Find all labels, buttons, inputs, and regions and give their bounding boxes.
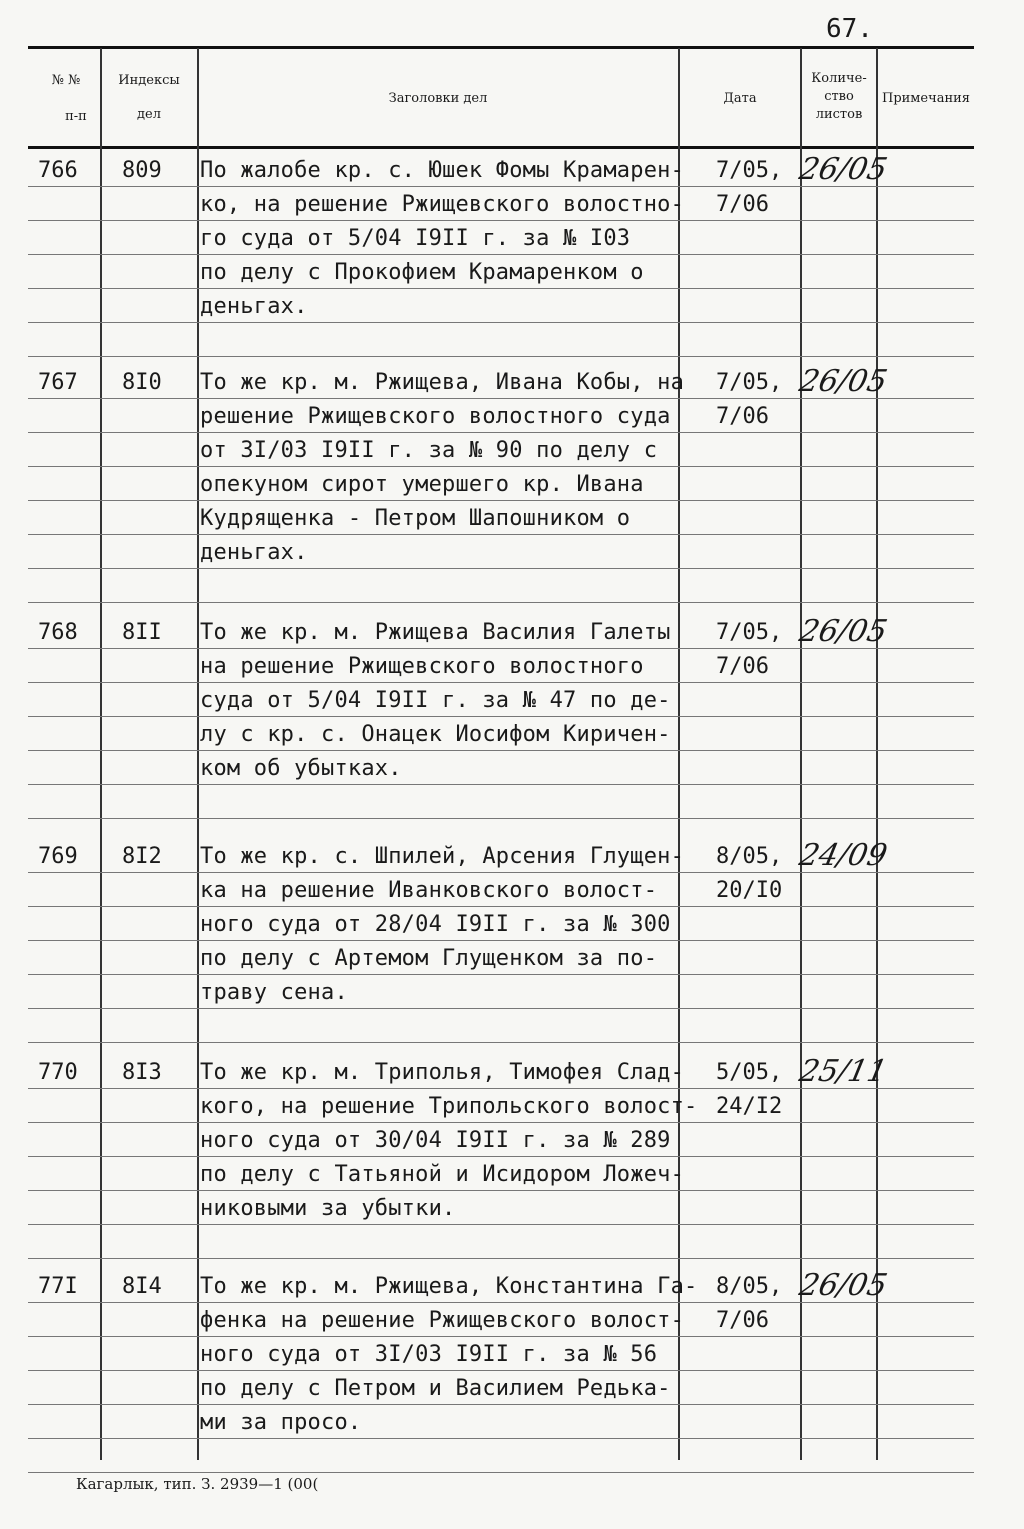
record-index: 8I2 xyxy=(122,844,162,869)
record-title-line: деньгах. xyxy=(200,540,308,565)
record-title-line: решение Ржищевского волостного суда xyxy=(200,404,671,429)
ruled-line xyxy=(28,466,974,467)
record-num: 767 xyxy=(38,370,78,395)
record-sheets-handwritten: 25/11 xyxy=(796,1054,891,1089)
record-num: 770 xyxy=(38,1060,78,1085)
record-title-line: го суда от 5/04 I9II г. за № I03 xyxy=(200,226,631,251)
record-title-line: ко, на решение Ржищевского волостно- xyxy=(200,192,685,217)
record-title-line: суда от 5/04 I9II г. за № 47 по де- xyxy=(200,688,671,713)
top-rule xyxy=(28,46,974,49)
ruled-line xyxy=(28,1258,974,1259)
record-date: 8/05, xyxy=(716,844,783,869)
ruled-line xyxy=(28,1008,974,1009)
ruled-line xyxy=(28,940,974,941)
header-notes: Примечания xyxy=(881,91,970,106)
record-index: 8I3 xyxy=(122,1060,162,1085)
record-date: 7/05, xyxy=(716,370,783,395)
ruled-line xyxy=(28,974,974,975)
record-date: 5/05, xyxy=(716,1060,783,1085)
record-title-line: По жалобе кр. с. Юшек Фомы Крамарен- xyxy=(200,158,685,183)
record-title-line: по делу с Прокофием Крамаренком о xyxy=(200,260,644,285)
record-date: 7/05, xyxy=(716,158,783,183)
ruled-line xyxy=(28,432,974,433)
ruled-line xyxy=(28,784,974,785)
record-sheets-handwritten: 26/05 xyxy=(796,1268,891,1303)
ruled-line xyxy=(28,818,974,819)
col-sep-1 xyxy=(100,48,102,1460)
record-index: 8I4 xyxy=(122,1274,162,1299)
ruled-line xyxy=(28,1156,974,1157)
record-title-line: никовыми за убытки. xyxy=(200,1196,456,1221)
ruled-line xyxy=(28,750,974,751)
ruled-line xyxy=(28,500,974,501)
col-sep-5 xyxy=(876,48,878,1460)
ruled-line xyxy=(28,906,974,907)
record-date: 24/I2 xyxy=(716,1094,783,1119)
record-title-line: То же кр. м. Ржищева, Ивана Кобы, на xyxy=(200,370,685,395)
record-date: 7/06 xyxy=(716,1308,769,1333)
record-date: 7/06 xyxy=(716,404,769,429)
ruled-line xyxy=(28,1404,974,1405)
record-num: 77I xyxy=(38,1274,78,1299)
record-title-line: по делу с Петром и Василием Редька- xyxy=(200,1376,671,1401)
ruled-line xyxy=(28,1336,974,1337)
ruled-line xyxy=(28,1438,974,1439)
record-title-line: лу с кр. с. Онацек Иосифом Киричен- xyxy=(200,722,671,747)
record-title-line: То же кр. с. Шпилей, Арсения Глущен- xyxy=(200,844,685,869)
ruled-line xyxy=(28,322,974,323)
record-title-line: по делу с Артемом Глущенком за по- xyxy=(200,946,658,971)
record-title-line: Кудрященка - Петром Шапошником о xyxy=(200,506,631,531)
record-title-line: ка на решение Иванковского волост- xyxy=(200,878,658,903)
header-num-bottom: п-п xyxy=(65,109,87,124)
ruled-line xyxy=(28,682,974,683)
record-num: 769 xyxy=(38,844,78,869)
ruled-line xyxy=(28,1122,974,1123)
ruled-line xyxy=(28,1224,974,1225)
col-sep-2 xyxy=(197,48,199,1460)
header-title: Заголовки дел xyxy=(388,91,488,106)
ruled-line xyxy=(28,568,974,569)
col-sep-3 xyxy=(678,48,680,1460)
ruled-line xyxy=(28,288,974,289)
printer-imprint: Кагарлык, тип. З. 2939—1 (00( xyxy=(76,1475,319,1493)
record-index: 8I0 xyxy=(122,370,162,395)
record-date: 8/05, xyxy=(716,1274,783,1299)
record-title-line: деньгах. xyxy=(200,294,308,319)
record-title-line: по делу с Татьяной и Исидором Ложеч- xyxy=(200,1162,685,1187)
ruled-line xyxy=(28,1042,974,1043)
header-index-top: Индексы xyxy=(118,73,180,88)
ruled-line xyxy=(28,1370,974,1371)
record-title-line: фенка на решение Ржищевского волост- xyxy=(200,1308,685,1333)
record-title-line: То же кр. м. Ржищева, Константина Га- xyxy=(200,1274,698,1299)
record-date: 7/05, xyxy=(716,620,783,645)
record-title-line: ного суда от 28/04 I9II г. за № 300 xyxy=(200,912,671,937)
ruled-line xyxy=(28,1472,974,1473)
header-index-bottom: дел xyxy=(137,107,161,122)
record-title-line: ного суда от 3I/03 I9II г. за № 56 xyxy=(200,1342,658,1367)
record-date: 7/06 xyxy=(716,192,769,217)
ruled-line xyxy=(28,220,974,221)
header-count-1: Количе- xyxy=(811,71,867,86)
page-number: 67. xyxy=(826,14,873,44)
ruled-line xyxy=(28,534,974,535)
record-sheets-handwritten: 26/05 xyxy=(796,614,891,649)
record-title-line: кого, на решение Трипольского волост- xyxy=(200,1094,698,1119)
record-title-line: ного суда от 30/04 I9II г. за № 289 xyxy=(200,1128,671,1153)
ruled-line xyxy=(28,1190,974,1191)
header-count-3: листов xyxy=(815,107,863,122)
record-num: 768 xyxy=(38,620,78,645)
record-title-line: ком об убытках. xyxy=(200,756,402,781)
col-sep-4 xyxy=(800,48,802,1460)
record-title-line: от 3I/03 I9II г. за № 90 по делу с xyxy=(200,438,658,463)
header-date: Дата xyxy=(723,91,757,106)
record-num: 766 xyxy=(38,158,78,183)
record-sheets-handwritten: 24/09 xyxy=(796,838,891,873)
ruled-line xyxy=(28,254,974,255)
ruled-line xyxy=(28,602,974,603)
record-date: 20/I0 xyxy=(716,878,783,903)
record-sheets-handwritten: 26/05 xyxy=(796,364,891,399)
header-bottom-rule xyxy=(28,146,974,149)
record-title-line: опекуном сирот умершего кр. Ивана xyxy=(200,472,644,497)
record-sheets-handwritten: 26/05 xyxy=(796,152,891,187)
header-count-2: ство xyxy=(824,89,854,104)
record-title-line: То же кр. м. Триполья, Тимофея Слад- xyxy=(200,1060,685,1085)
record-date: 7/06 xyxy=(716,654,769,679)
record-index: 809 xyxy=(122,158,162,183)
record-title-line: ми за просо. xyxy=(200,1410,362,1435)
header-num-top: № № xyxy=(51,73,81,88)
record-index: 8II xyxy=(122,620,162,645)
ruled-line xyxy=(28,356,974,357)
record-title-line: на решение Ржищевского волостного xyxy=(200,654,644,679)
record-title-line: траву сена. xyxy=(200,980,348,1005)
ruled-line xyxy=(28,716,974,717)
record-title-line: То же кр. м. Ржищева Василия Галеты xyxy=(200,620,671,645)
